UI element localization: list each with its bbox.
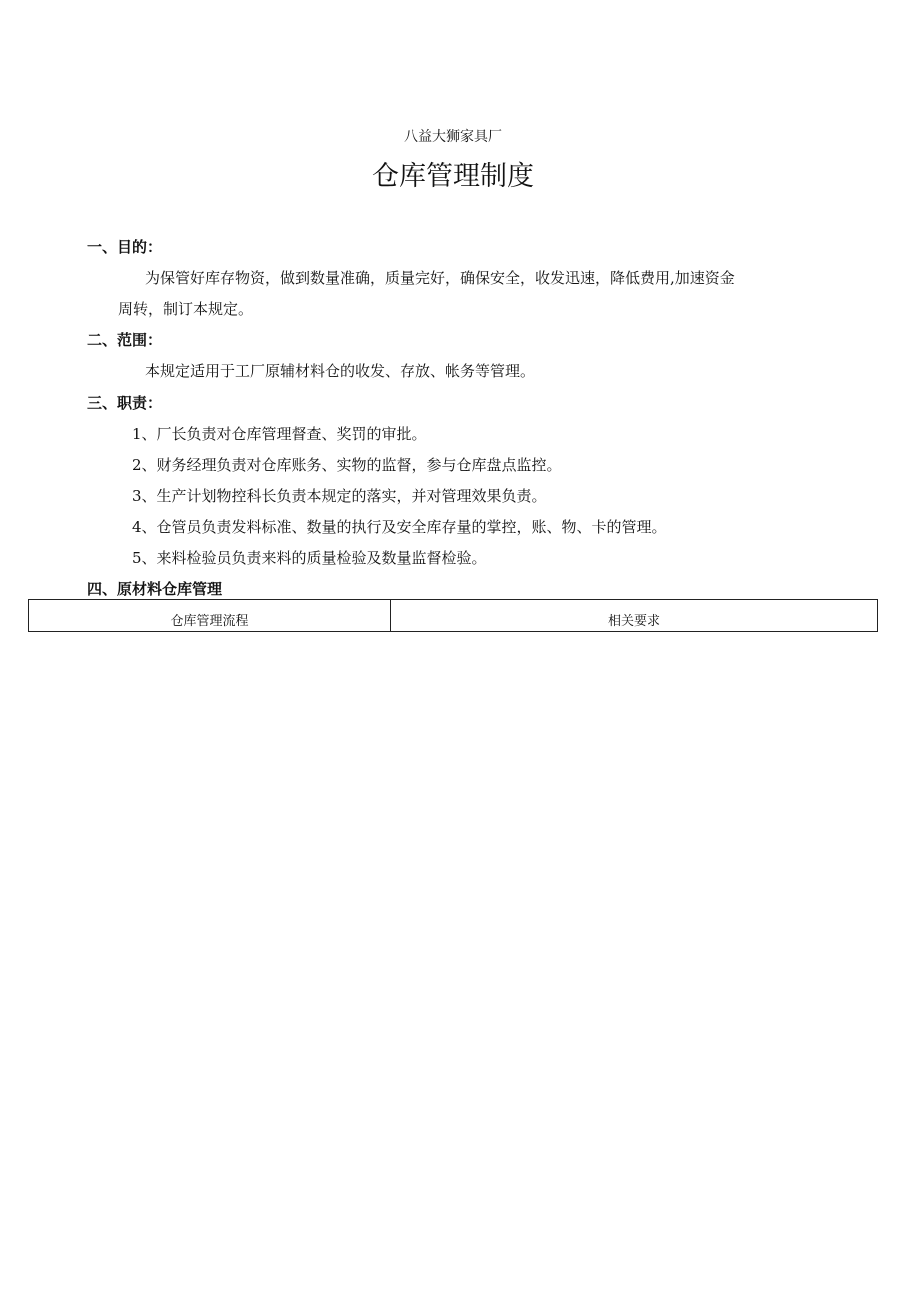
section-heading-purpose: 一、目的：: [87, 238, 163, 256]
duty-item-1: 1、厂长负责对仓库管理督查、奖罚的审批。: [132, 425, 427, 443]
table-header-requirements: 相关要求: [607, 614, 660, 629]
table-header-process: 仓库管理流程: [29, 600, 391, 631]
duty-item-2: 2、财务经理负责对仓库账务、实物的监督，参与仓库盘点监控。: [132, 456, 562, 474]
section-heading-raw-materials: 四、原材料仓库管理: [87, 580, 223, 598]
section-heading-duties: 三、职责：: [87, 394, 163, 412]
document-title: 仓库管理制度: [372, 161, 534, 192]
purpose-text-line-1: 为保管好库存物资，做到数量准确，质量完好，确保安全，收发迅速，降低费用,加速资金: [145, 269, 735, 287]
company-name: 八益大狮家具厂: [404, 129, 502, 145]
duty-item-5: 5、来料检验员负责来料的质量检验及数量监督检验。: [132, 549, 487, 567]
duty-item-4: 4、仓管员负责发料标准、数量的执行及安全库存量的掌控，账、物、卡的管理。: [132, 518, 667, 536]
section-heading-scope: 二、范围：: [87, 331, 163, 349]
purpose-text-line-2: 周转，制订本规定。: [118, 300, 254, 318]
process-table: [28, 599, 878, 632]
scope-text: 本规定适用于工厂原辅材料仓的收发、存放、帐务等管理。: [145, 362, 536, 380]
duty-item-3: 3、生产计划物控科长负责本规定的落实，并对管理效果负责。: [132, 487, 547, 505]
